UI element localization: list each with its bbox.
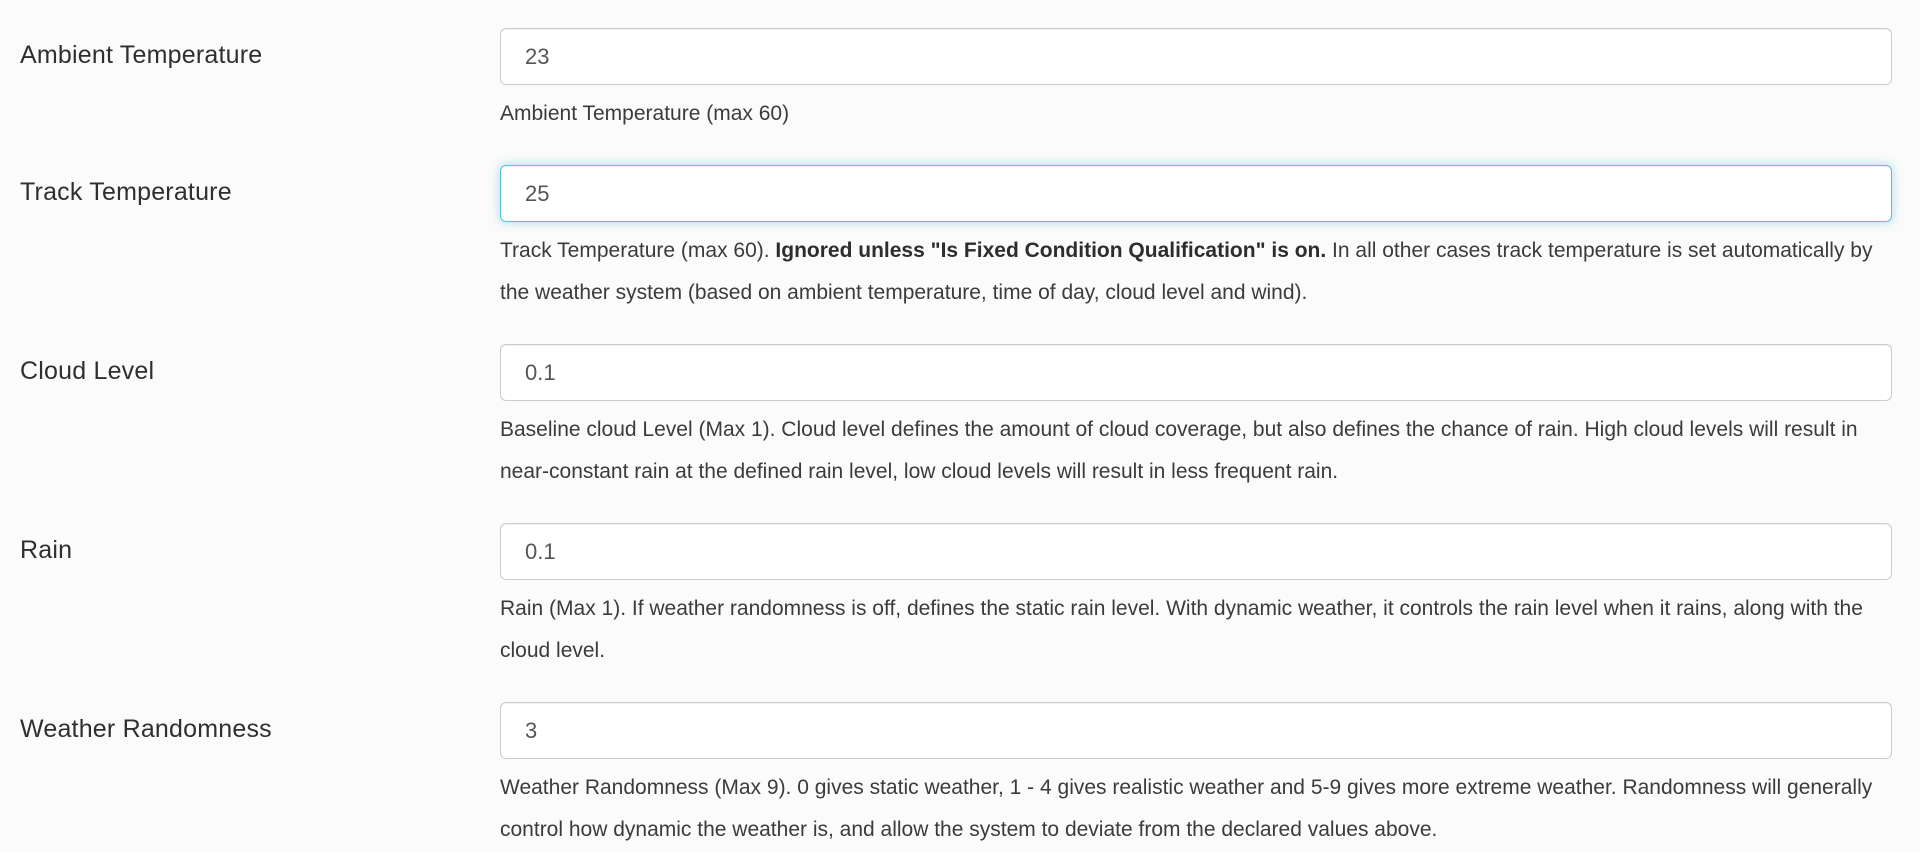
cloud-level-help xyxy=(500,409,1892,493)
form-row-cloud-level xyxy=(0,344,1892,493)
weather-randomness-label: Weather Randomness xyxy=(20,715,272,743)
rain-input[interactable] xyxy=(500,523,1892,580)
help-text-pre: Ambient Temperature (max 60) xyxy=(500,102,790,125)
weather-randomness-control xyxy=(500,702,1892,851)
settings-form xyxy=(0,28,1892,851)
track-temperature-input[interactable] xyxy=(500,165,1892,222)
rain-control xyxy=(500,523,1892,672)
form-row-rain xyxy=(0,523,1892,672)
rain-label: Rain xyxy=(20,536,73,564)
help-text-bold: Ignored unless "Is Fixed Condition Qualification" is on. xyxy=(775,239,1327,262)
form-row-ambient-temperature xyxy=(0,28,1892,135)
track-temperature-control xyxy=(500,165,1892,314)
help-text-pre: Baseline cloud Level (Max 1). Cloud level defines the amount of cloud coverage, but also defines the chance of rain. High cloud levels will result in near-constant rain at the defined rain level, low cloud levels will result in less frequent rain. xyxy=(500,418,1858,483)
ambient-temperature-help xyxy=(500,93,1892,135)
weather-randomness-input[interactable] xyxy=(500,702,1892,759)
weather-randomness-help xyxy=(500,767,1892,851)
form-row-track-temperature xyxy=(0,165,1892,314)
cloud-level-input[interactable] xyxy=(500,344,1892,401)
ambient-temperature-label: Ambient Temperature xyxy=(20,41,263,69)
track-temperature-label: Track Temperature xyxy=(20,178,232,206)
help-text-pre: Weather Randomness (Max 9). 0 gives static weather, 1 - 4 gives realistic weather and 5-9 gives more extreme weather. Randomness will generally control how dynamic the weather is, and allow the system to deviate from the declared values above. xyxy=(500,776,1873,841)
ambient-temperature-input[interactable] xyxy=(500,28,1892,85)
track-temperature-help xyxy=(500,230,1892,314)
rain-help xyxy=(500,588,1892,672)
cloud-level-control xyxy=(500,344,1892,493)
form-row-weather-randomness xyxy=(0,702,1892,851)
help-text-pre: Track Temperature (max 60). xyxy=(500,239,776,262)
help-text-post: In all other cases track temperature is set automatically by the weather system (based on ambient temperature, time of day, cloud level and wind). xyxy=(500,239,1873,304)
help-text-pre: Rain (Max 1). If weather randomness is off, defines the static rain level. With dynamic weather, it controls the rain level when it rains, along with the cloud level. xyxy=(500,597,1863,662)
ambient-temperature-control xyxy=(500,28,1892,135)
cloud-level-label: Cloud Level xyxy=(20,357,155,385)
